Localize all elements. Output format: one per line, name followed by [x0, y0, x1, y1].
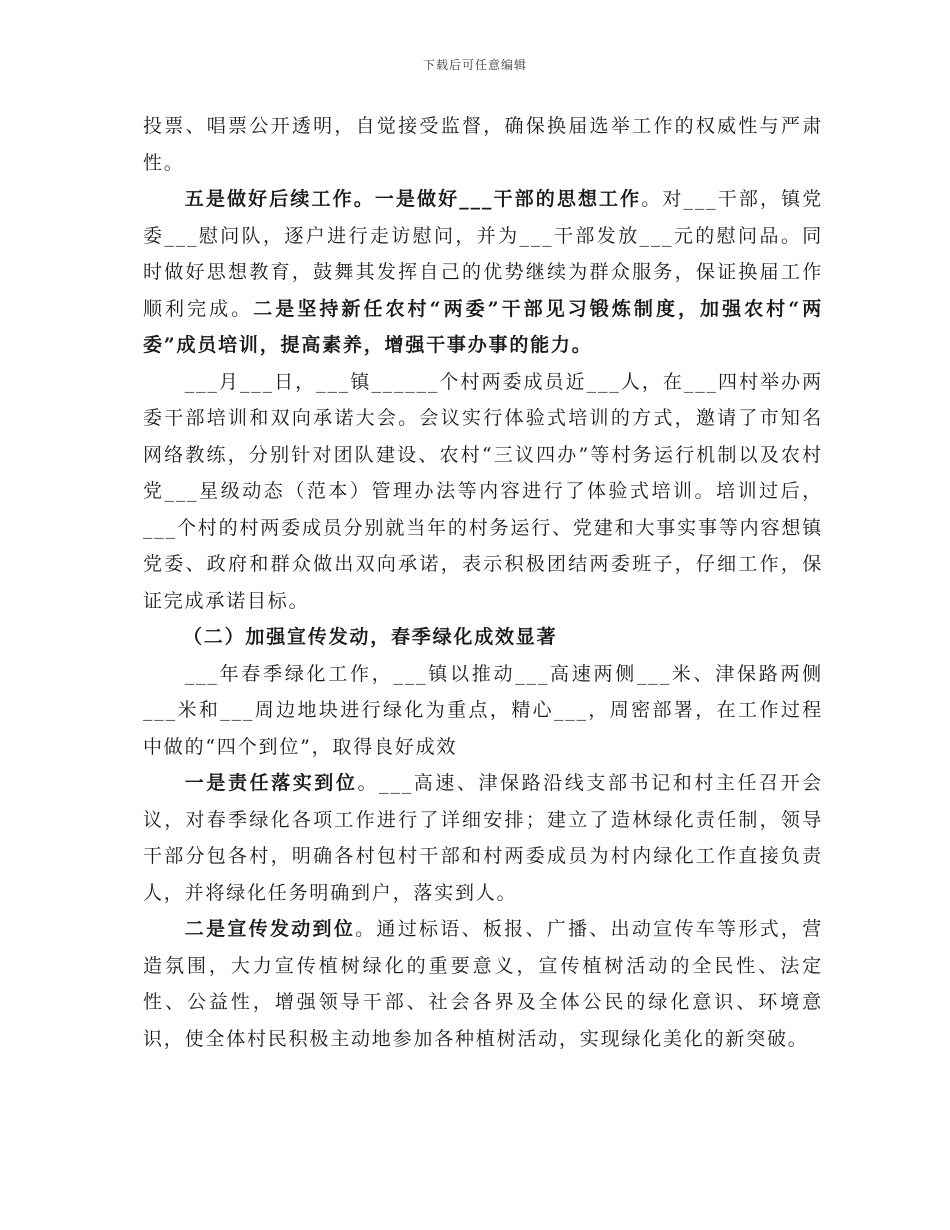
- paragraph-text: 。___高速、津保路沿线支部书记和村主任召开会议，对春季绿化各项工作进行了详细安排；建立了造林绿化责任制，领导干部分包各村，明确各村包村干部和村两委成员为村内绿化工作直接负责人，并将绿化任务明确到户，落实到人。: [143, 772, 823, 904]
- paragraph-text: 投票、唱票公开透明，自觉接受监督，确保换届选举工作的权威性与严肃性。: [143, 115, 823, 174]
- bold-lead-follow-up: 五是做好后续工作。一是做好___干部的思想工作: [184, 188, 642, 210]
- bold-lead-training-system: 二是坚持新任农村“两委”干部见习锻炼制度，加强农村“两委”成员培训，提高素养，增强干事办事的能力。: [143, 297, 823, 356]
- page-header-note: 下载后可任意编辑: [422, 58, 527, 72]
- section-heading-greening: （二）加强宣传发动，春季绿化成效显著: [183, 626, 558, 648]
- paragraph-spring-greening: [143, 656, 823, 766]
- paragraph-training-meeting: [143, 364, 823, 620]
- paragraph-text: ___月___日，___镇______个村两委成员近___人，在___四村举办两委干部培训和双向承诺大会。会议实行体验式培训的方式，邀请了市知名网络教练，分别针对团队建设、农村“三议四办”等村务运行机制以及农村党___星级动态（范本）管理办法等内容进行了体验式培训。培训过后，___个村的村两委成员分别就当年的村务运行、党建和大事实事等内容想镇党委、政府和群众做出双向承诺，表示积极团结两委班子，仔细工作，保证完成承诺目标。: [143, 370, 823, 612]
- document-body: [143, 108, 823, 1057]
- paragraph-text: 。对___干部，镇党委___慰问队，逐户进行走访慰问，并为___干部发放___元的慰问品。同时做好思想教育，鼓舞其发挥自己的优势继续为群众服务，保证换届工作顺利完成。: [143, 188, 823, 320]
- paragraph-publicity: [143, 911, 823, 1057]
- bold-lead-publicity: 二是宣传发动到位: [184, 918, 356, 940]
- paragraph-text: ___年春季绿化工作，___镇以推动___高速两侧___米、津保路两侧___米和___周边地块进行绿化为重点，精心___，周密部署，在工作过程中做的“四个到位”，取得良好成效: [143, 662, 823, 758]
- paragraph-responsibility: [143, 765, 823, 911]
- paragraph-follow-up-work: [143, 181, 823, 364]
- paragraph-text: 。通过标语、板报、广播、出动宣传车等形式，营造氛围，大力宣传植树绿化的重要意义，宣传植树活动的全民性、法定性、公益性，增强领导干部、社会各界及全体公民的绿化意识、环境意识，使全体村民积极主动地参加各种植树活动，实现绿化美化的新突破。: [143, 918, 823, 1050]
- paragraph-election-transparency: [143, 108, 823, 181]
- bold-lead-responsibility: 一是责任落实到位: [184, 772, 358, 794]
